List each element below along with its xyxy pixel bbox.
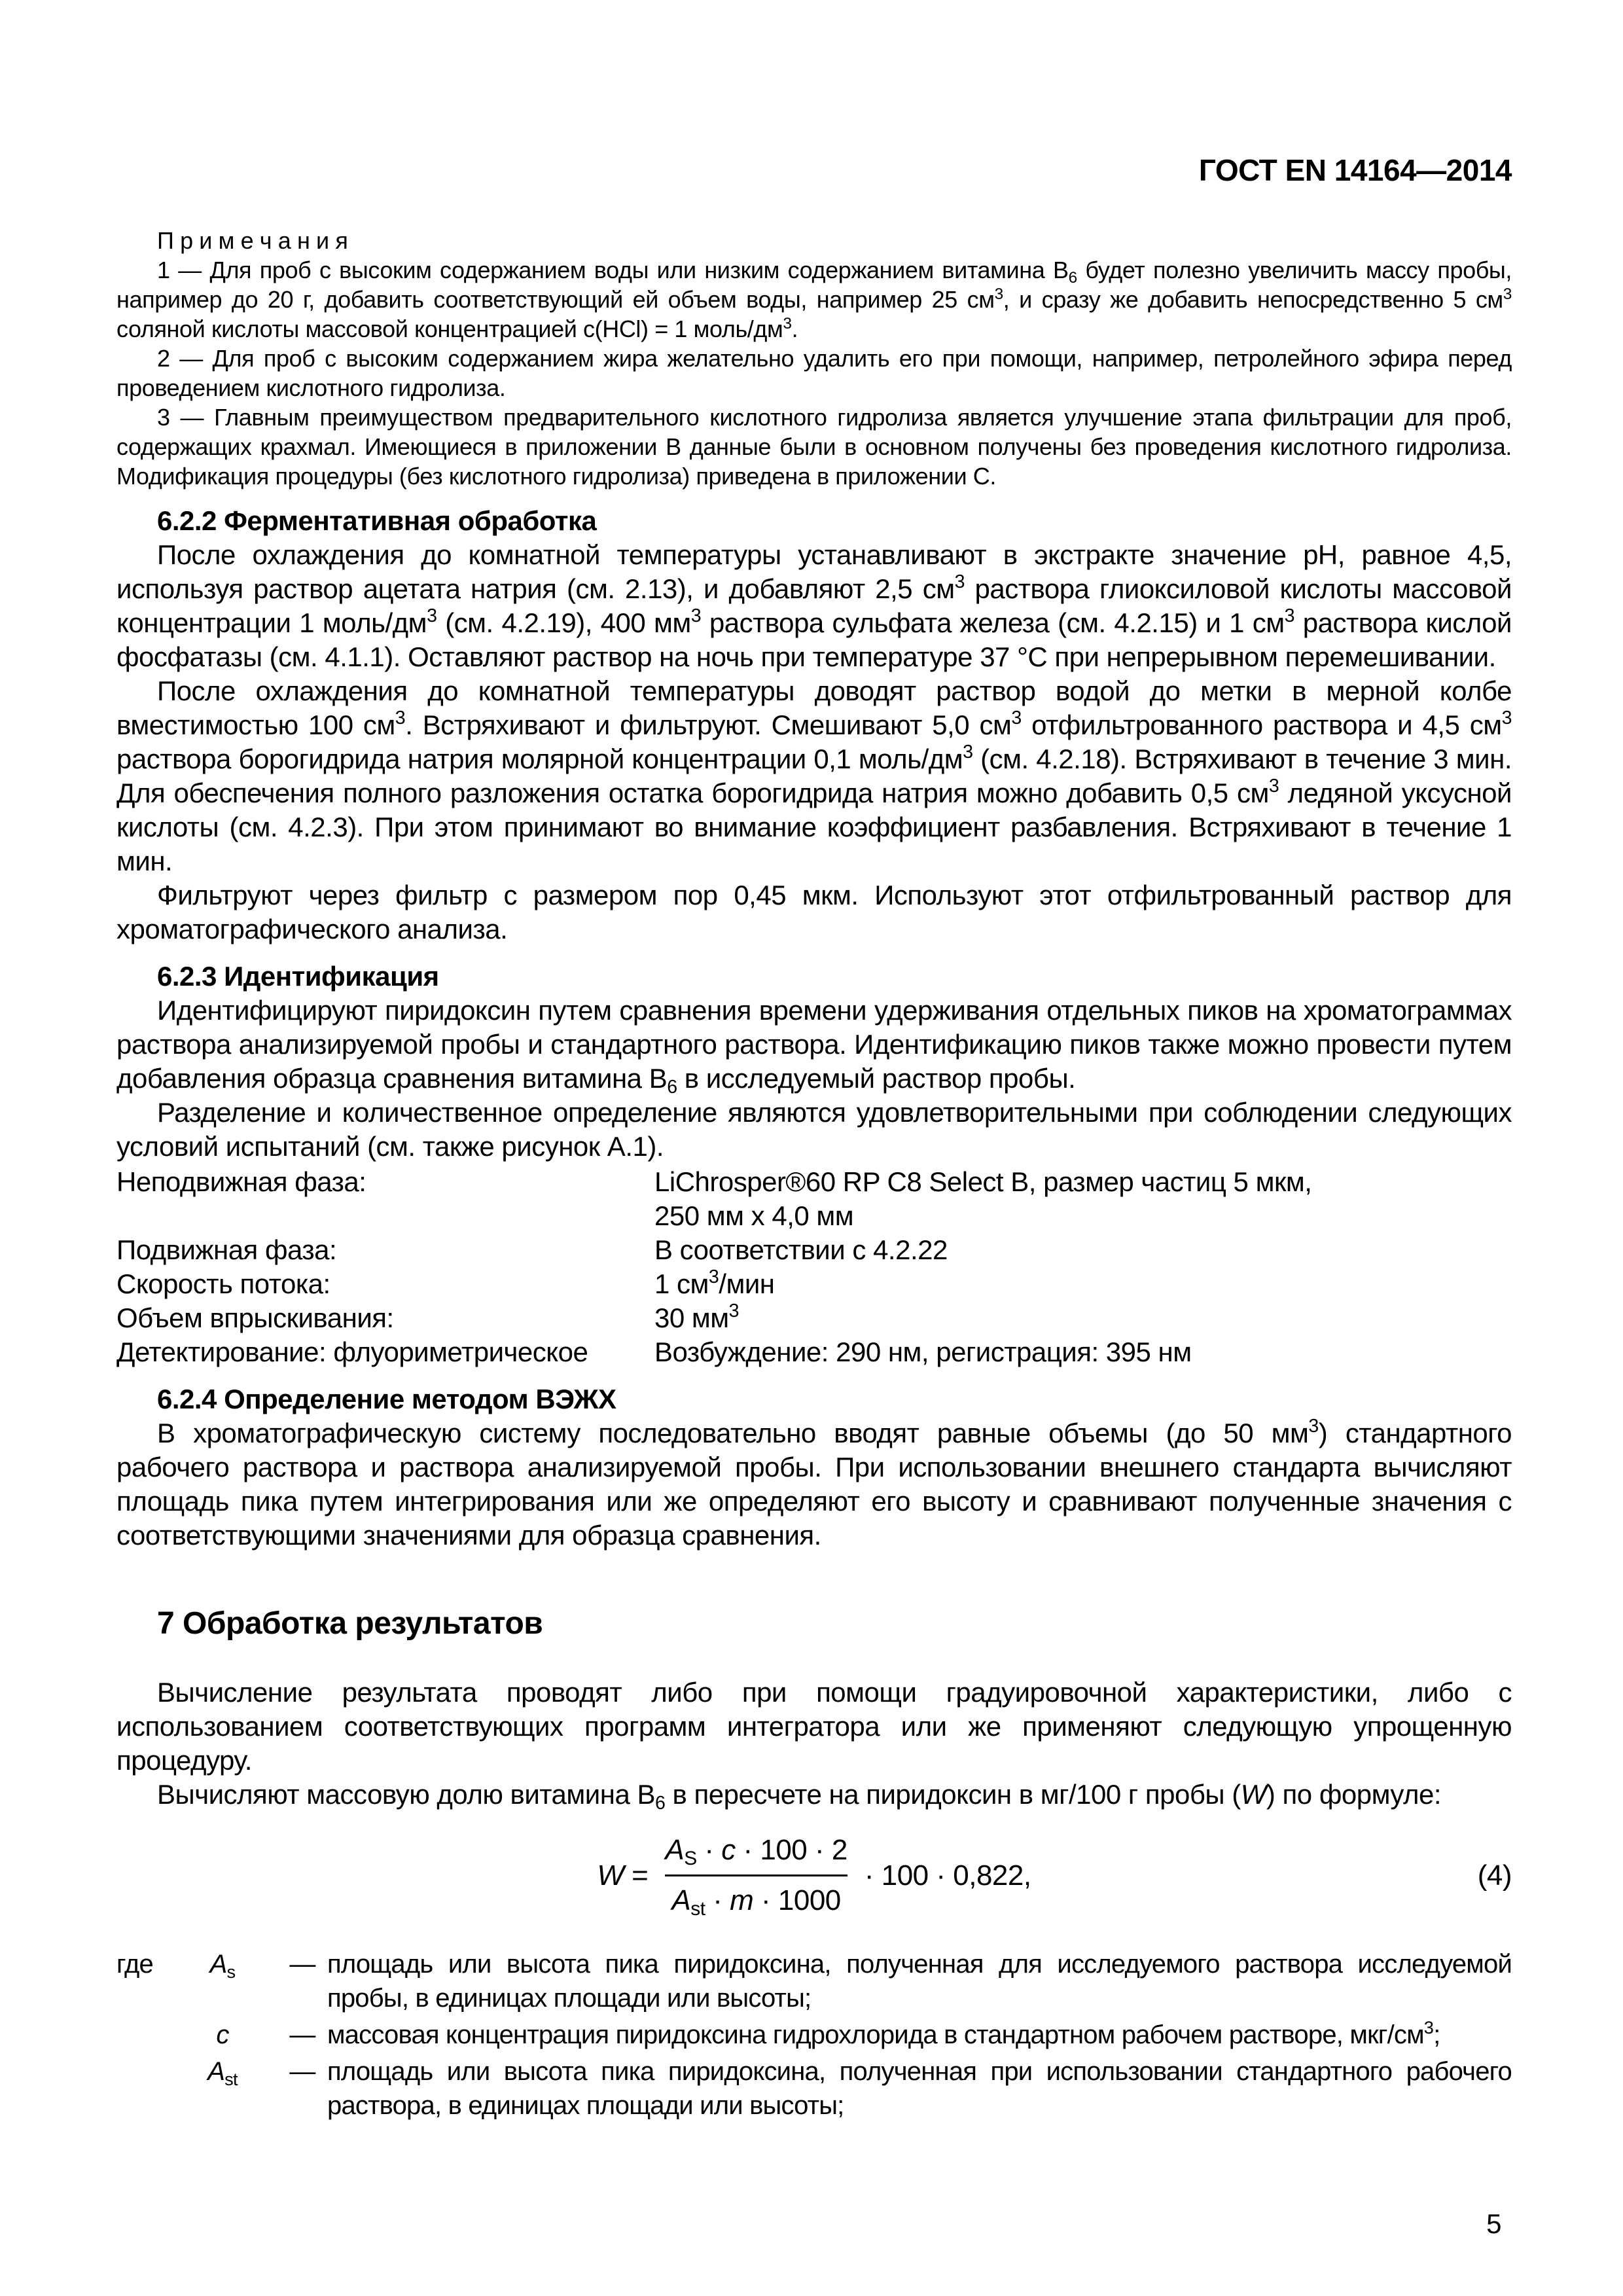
condition-value (654, 1335, 1512, 1369)
condition-row-mobile-phase (116, 1233, 1512, 1267)
section-624-heading: 6.2.4 Определение методом ВЭЖХ (157, 1384, 616, 1414)
note-item-2: 2 — Для проб с высоким содержанием жира желательно удалить его при помощи, например, петролейного эфира перед проведением кислотного гидролиза. (116, 345, 1512, 401)
definition-term: c (216, 2020, 229, 2049)
formula-rhs: · 100 · 0,822, (864, 1859, 1031, 1892)
condition-value-line: 250 мм x 4,0 мм (654, 1200, 854, 1231)
section-622-paragraph-3: Фильтруют через фильтр с размером пор 0,45 мкм. Используют этот отфильтрованный раствор для хроматографического анализа. (116, 880, 1512, 944)
condition-value (654, 1301, 1512, 1335)
notes-section (116, 226, 1512, 491)
definition-text: массовая концентрация пиридоксина гидрохлорида в стандартном рабочем растворе, мкг/$см^3$; (327, 2017, 1440, 2049)
definition-row-ast (116, 2054, 1512, 2123)
note-item-1: 1 — Для проб с высоким содержанием воды или низким содержанием витамина $В_6$ будет полезно увеличить массу пробы, например до 20 г, добавить соответствующий ей объем воды, например 25 $см^3$, и сразу же добавить непосредственно 5 $см^3$ соляной кислоты массовой концентрацией c(HCl) = 1 моль/$дм^3$. (116, 257, 1512, 342)
section-7-heading: 7 Обработка результатов (157, 1606, 543, 1641)
page-number: 5 (1486, 2208, 1501, 2239)
fraction-denominator: $A_{st} \cdot m \cdot 1000$ (665, 1874, 847, 1917)
definition-where (116, 2018, 168, 2052)
condition-row-detection (116, 1335, 1512, 1369)
definition-row-as (116, 1947, 1512, 2015)
notes-title: П р и м е ч а н и я (157, 227, 348, 254)
condition-label: Неподвижная фаза: (116, 1166, 366, 1197)
definition-term: $A_{st}$ (207, 2057, 238, 2089)
definition-where: где (116, 1950, 153, 1979)
section-622-paragraph-1: После охлаждения до комнатной температуры устанавливают в экстракте значение pH, равное 4,5, используя раствор ацетата натрия (см. 2.13), и добавляют 2,5 $см^3$ раствора глиоксиловой кислоты массовой концентрации 1 моль/$дм^3$ (см. 4.2.19), 400 $мм^3$ раствора сульфата железа (см. 4.2.15) и 1 $см^3$ раствора кислой фосфатазы (см. 4.1.1). Оставляют раствор на ночь при температуре 37 °C при непрерывном перемешивании. (116, 539, 1512, 672)
symbol-definitions (116, 1947, 1512, 2123)
section-623-heading: 6.2.3 Идентификация (157, 961, 439, 992)
condition-label: Скорость потока: (116, 1268, 330, 1299)
condition-label: Объем впрыскивания: (116, 1302, 394, 1333)
condition-label: Подвижная фаза: (116, 1234, 337, 1265)
condition-row-stationary-phase (116, 1165, 1512, 1233)
condition-value-line: В соответствии с 4.2.22 (654, 1234, 948, 1265)
section-7-paragraph-2: Вычисляют массовую долю витамина $В_6$ в пересчете на пиридоксин в мг/100 г пробы (W) по формуле: (157, 1779, 1442, 1814)
definition-text: площадь или высота пика пиридоксина, полученная для исследуемого раствора исследуемой пробы, в единицах площади или высоты; (327, 1950, 1512, 2013)
condition-value-line: Возбуждение: 290 нм, регистрация: 395 нм (654, 1336, 1192, 1367)
section-622-paragraph-2: После охлаждения до комнатной температуры доводят раствор водой до метки в мерной колбе вместимостью 100 $см^3$. Встряхивают и фильтруют. Смешивают 5,0 $см^3$ отфильтрованного раствора и 4,5 $см^3$ раствора борогидрида натрия молярной концентрации 0,1 моль/$дм^3$ (см. 4.2.18). Встряхивают в течение 3 мин. Для обеспечения полного разложения остатка борогидрида натрия можно добавить 0,5 $см^3$ ледяной уксусной кислоты (см. 4.2.3). При этом принимают во внимание коэффициент разбавления. Встряхивают в течение 1 мин. (116, 675, 1512, 876)
condition-label: Детектирование: флуориметрическое (116, 1336, 588, 1367)
formula-lhs: W = (597, 1859, 649, 1892)
fraction (658, 1834, 854, 1920)
doc-header: ГОСТ EN 14164—2014 (1198, 153, 1512, 187)
section-624-paragraph-1: В хроматографическую систему последовательно вводят равные объемы (до 50 $мм^3$) стандартного рабочего раствора и раствора анализируемой пробы. При использовании внешнего стандарта вычисляют площадь пика путем интегрирования или же определяют его высоту и сравнивают полученные значения с соответствующими значениями для образца сравнения. (116, 1416, 1512, 1551)
condition-row-flow-rate (116, 1267, 1512, 1301)
condition-row-injection-volume (116, 1301, 1512, 1335)
condition-value-line: LiChrosper®60 RP C8 Select B, размер частиц 5 мкм, (654, 1166, 1312, 1197)
fraction-numerator: $A_S \cdot c \cdot 100 \cdot 2$ (665, 1834, 847, 1870)
section-7-paragraph-1: Вычисление результата проводят либо при помощи градуировочной характеристики, либо с использованием соответствующих программ интегратора или же применяют следующую упрощенную процедуру. (116, 1677, 1512, 1776)
definition-where (116, 2054, 168, 2123)
condition-value (654, 1267, 1512, 1301)
section-623-paragraph-2: Разделение и количественное определение являются удовлетворительными при соблюдении следующих условий испытаний (см. также рисунок А.1). (116, 1097, 1512, 1162)
formula-number: (4) (1477, 1859, 1512, 1892)
test-conditions-list (116, 1165, 1512, 1369)
condition-value (654, 1233, 1512, 1267)
definition-dash: — (289, 2057, 315, 2086)
section-623-paragraph-1: Идентифицируют пиридоксин путем сравнения времени удерживания отдельных пиков на хроматограммах раствора анализируемой пробы и стандартного раствора. Идентификацию пиков также можно провести путем добавления образца сравнения витамина $В_6$ в исследуемый раствор пробы. (116, 995, 1512, 1098)
note-item-3: 3 — Главным преимуществом предварительного кислотного гидролиза является улучшение этапа фильтрации для проб, содержащих крахмал. Имеющиеся в приложении В данные были в основном получены без проведения кислотного гидролиза. Модификация процедуры (без кислотного гидролиза) приведена в приложении С. (116, 404, 1512, 490)
condition-value (654, 1165, 1512, 1233)
definition-row-c (116, 2018, 1512, 2052)
condition-value-line: 30 $мм^3$ (654, 1300, 740, 1333)
definition-text: площадь или высота пика пиридоксина, полученная при использовании стандартного рабочего раствора, в единицах площади или высоты; (327, 2057, 1512, 2120)
condition-value-line: 1 $см^3$/мин (654, 1266, 775, 1299)
definition-dash: — (289, 1950, 315, 1979)
definition-term: $A_s$ (209, 1950, 236, 1982)
section-622-heading: 6.2.2 Ферментативная обработка (157, 505, 597, 536)
definition-dash: — (289, 2020, 315, 2049)
formula-4 (116, 1834, 1512, 1920)
